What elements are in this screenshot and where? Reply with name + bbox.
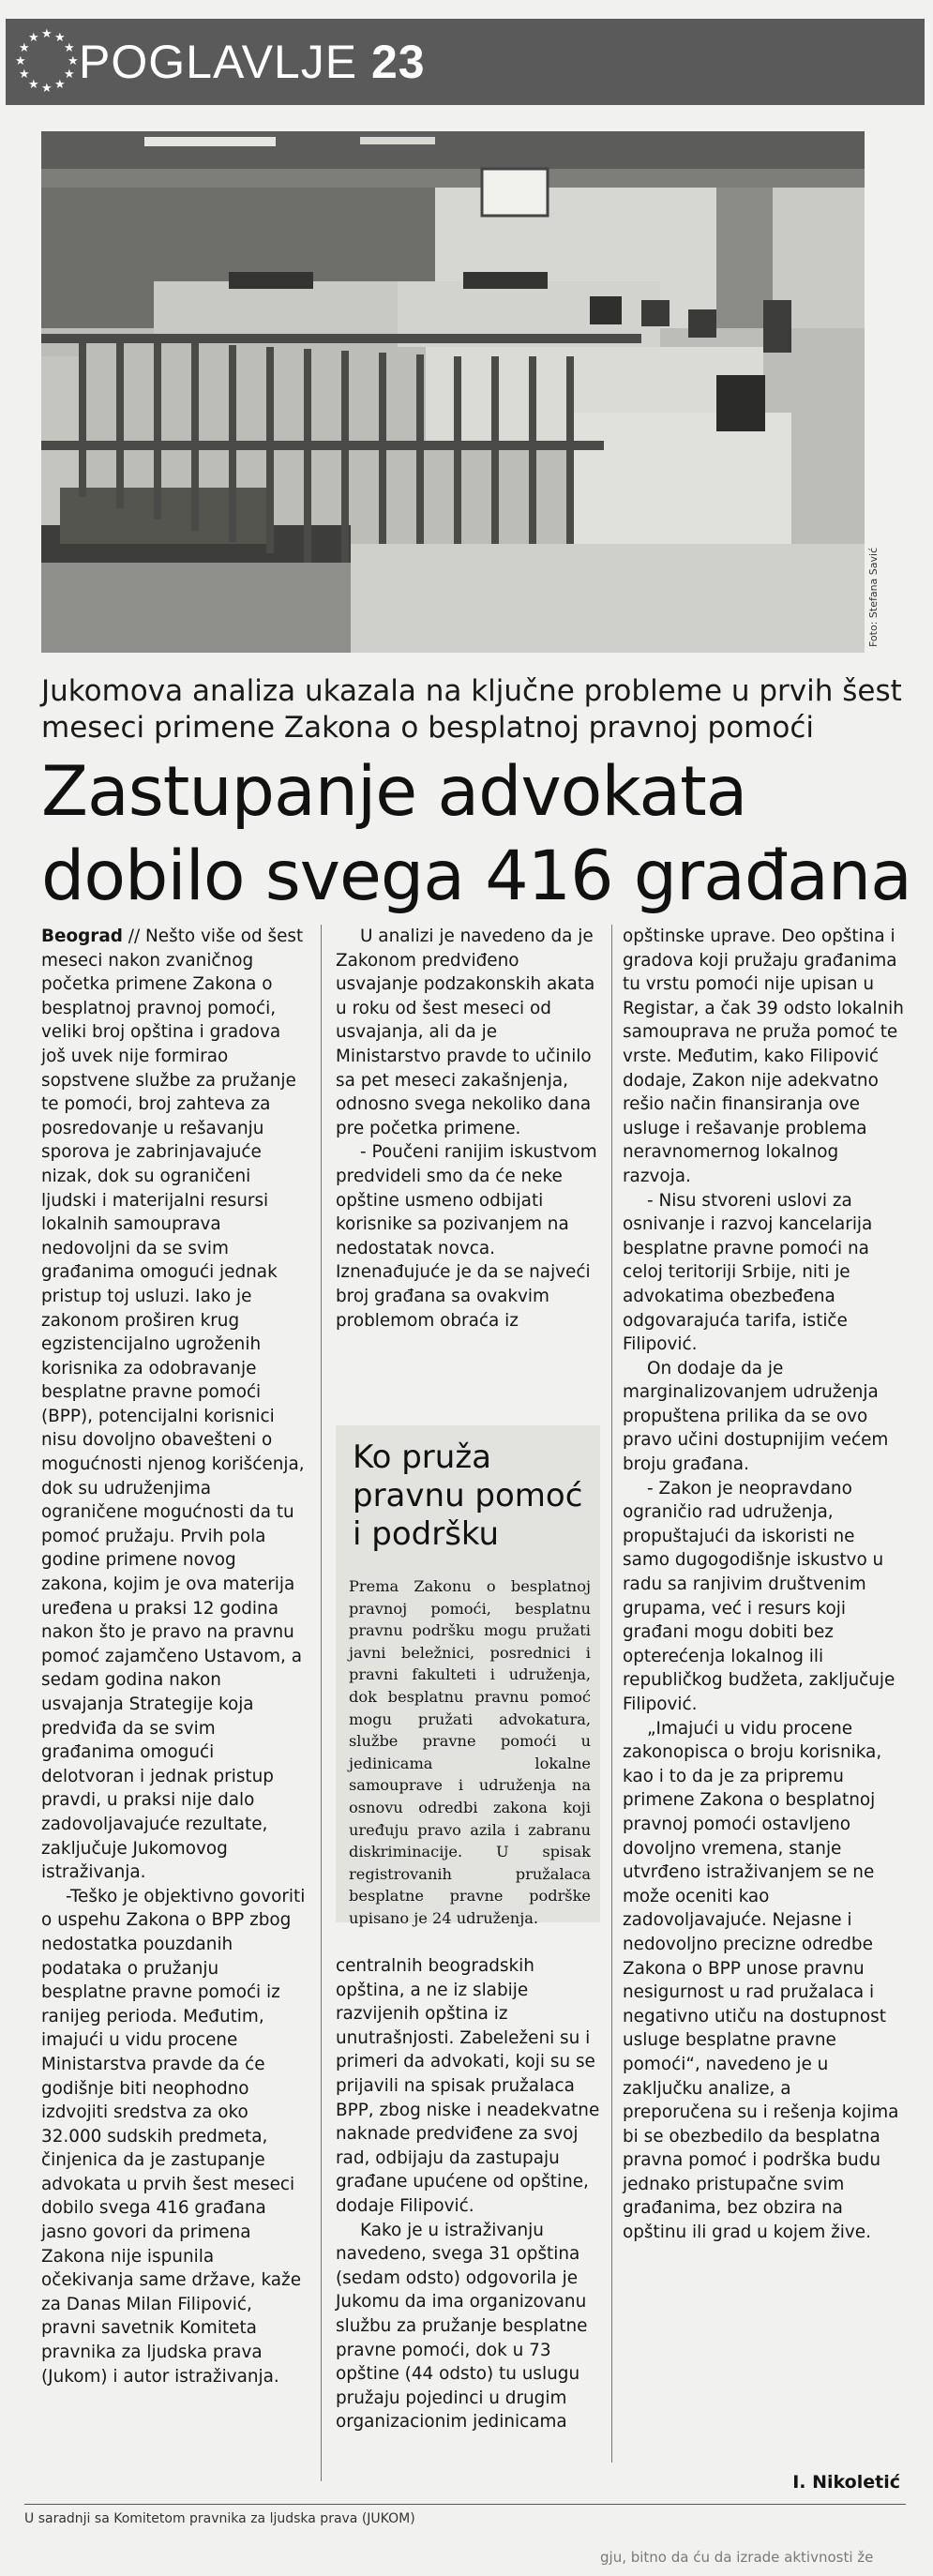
dateline: Beograd: [41, 926, 123, 946]
box-body: Prema Zakonu o besplatnoj pravnoj pomoći, besplatnu pravnu podršku mogu pružati javni beležnici, posrednici i pravni fakulteti i udruženja, dok besplatnu pravnu pomoć mogu pružati advokatura, službe pravne pomoći u jedinicama lokalne samouprave i udruženja na osnovu odredbi zakona koji uređuju pravo azila i zabranu diskriminacije. U spisak registrovanih pružalaca besplatne pravne podrške upisano je 24 udruženja.: [349, 1577, 591, 1927]
column-divider: [611, 925, 612, 2463]
footer-divider: [24, 2504, 906, 2505]
sidebar-box: [336, 1425, 600, 1927]
chapter-number: 23: [371, 36, 426, 88]
chapter-header: [6, 19, 925, 105]
paragraph: On dodaje da je marginalizovanjem udruženja propuštena prilika da se ovo pravo učini dostupnijim većem broju građana.: [623, 1358, 889, 1475]
paragraph: - Poučeni ranijim iskustvom predvideli smo da će neke opštine usmeno odbijati korisnike sa pozivanjem na nedostatak novca. Iznenađujuće je da se najveći broj građana sa ovakvim problemom obraća iz: [336, 1142, 597, 1331]
paragraph: „Imajući u vidu procene zakonopisca o broju korisnika, kao i to da je za pripremu primene Zakona o besplatnoj pravnoj pomoći ostavljeno dovoljno vremena, stanje utvrđeno istraživanjem se ne može oceniti kao zadovoljavajuće. Nejasne i nedovoljno precizne odredbe Zakona o BPP unose pravnu nesigurnost u rad pružalaca i negativno utiču na dostupnost usluge besplatne pravne pomoći“, navedeno je u zaključku analize, a preporučena su i rešenja kojima bi se obezbedilo da besplatna pravna pomoć i podrška budu jednako pristupačne svim građanima, bez obzira na opštinu ili grad u kojem žive.: [623, 1718, 899, 2243]
paragraph: - Zakon je neopravdano ograničio rad udruženja, propuštajući da iskoristi ne samo dugogodišnje iskustvo u radu sa ranjivim društvenim grupama, već i resurs koji građani mogu dobiti bez opterećenja lokalnog ili republičkog budžeta, zaključuje Filipović.: [623, 1478, 895, 1714]
paragraph: U analizi je navedeno da je Zakonom predviđeno usvajanje podzakonskih akata u roku od šest meseci od usvajanja, ali da je Ministarstvo pravde to učinilo sa pet meseci zakašnjenja, odnosno svega nekoliko dana pre početka primene.: [336, 926, 595, 1138]
paragraph: - Nisu stvoreni uslovi za osnivanje i razvoj kancelarija besplatne pravne pomoći na celoj teritoriji Srbije, niti je advokatima obezbeđena odgovarajuća tarifa, ističe Filipović.: [623, 1190, 873, 1355]
paragraph: opštinske uprave. Deo opština i gradova koji pružaju građanima tu vrstu pomoći nije upisan u Registar, a čak 39 odsto lokalnih samouprava ne pruža pomoć te vrste. Međutim, kako Filipović dodaje, Zakon nije adekvatno rešio način finansiranja ove usluge i rešavanje problema neravnomernog lokalnog razvoja.: [623, 926, 904, 1186]
column-2-continued: [336, 1954, 600, 2434]
box-title: Ko pruža pravnu pomoć i podršku: [353, 1439, 583, 1553]
paragraph: -Teško je objektivno govoriti o uspehu Zakona o BPP zbog nedostatka pouzdanih podataka o pružanju besplatne pravne pomoći iz ranijeg perioda. Međutim, imajući u vidu procene Ministarstva pravde da će godišnje biti neophodno izdvojiti sredstva za oko 32.000 sudskih predmeta, činjenica da je zastupanje advokata u prvih šest meseci dobilo svega 416 građana jasno govori da primena Zakona nije ispunila očekivanja same države, kaže za Danas Milan Filipović, pravni savetnik Komiteta pravnika za ljudska prava (Jukom) i autor istraživanja.: [41, 1886, 306, 2387]
paragraph-text: // Nešto više od šest meseci nakon zvaničnog početka primene Zakona o besplatnoj pravnoj pomoći, veliki broj opština i gradova još uvek nije formirao sopstvene službe za pružanje te pomoći, broj zahteva za posredovanje u rešavanju sporova je zabrinjavajuće nizak, dok su ograničeni ljudski i materijalni resursi lokalnih samouprava nedovoljni da se svim građanima omogući jednak pristup toj usluzi. Iako je zakonom proširen krug egzistencijalno ugroženih korisnika za odobravanje besplatne pravne pomoći (BPP), potencijalni korisnici nisu dovoljno obavešteni o mogućnosti njenog korišćenja, dok su udruženjima ograničene mogućnosti da tu pomoć pružaju. Prvih pola godine primene novog zakona, kojim je ova materija uređena u praksi 12 godina nakon što je pravo na pravnu pomoć zajamčeno Ustavom, a sedam godina nakon usvajanja Strategije koja predviđa da se svim građanima omogući delotvoran i jednak pristup pravdi, u praksi nije dalo zadovoljavajuće rezultate, zaključuje Jukomovog istraživanja.: [41, 926, 305, 1883]
paragraph: Kako je u istraživanju navedeno, svega 31 opština (sedam odsto) odgovorila je Jukomu da ima organizovanu službu za pružanje besplatne pravne pomoći, dok u 73 opštine (44 odsto) tu uslugu pružaju pojedinci u drugim organizacionim jedinicama: [336, 2220, 588, 2433]
column-divider: [321, 925, 322, 2481]
footer-note: U saradnji sa Komitetom pravnika za ljudska prava (JUKOM): [24, 2511, 415, 2526]
chapter-title: [79, 30, 426, 94]
column-2: [336, 925, 600, 1333]
paragraph: centralnih beogradskih opština, a ne iz slabije razvijenih opština iz unutrašnjosti. Zabeleženi su i primeri da advokati, koji su se prijavili na spisak pružalaca BPP, zbog niske i neadekvatne naknade predviđene za svoj rad, odbijaju da zastupaju građane upućene od opštine, dodaje Filipović.: [336, 1956, 600, 2216]
author-signature: I. Nikoletić: [792, 2472, 900, 2493]
column-3: [623, 925, 904, 2245]
photo-credit: Foto: Stefana Savić: [867, 547, 880, 647]
article-kicker: Jukomova analiza ukazala na ključne probleme u prvih šest meseci primene Zakona o besplatnoj pravnoj pomoći: [41, 674, 902, 745]
courtroom-photo: [41, 131, 865, 653]
column-1: [41, 925, 306, 2388]
chapter-word: POGLAVLJE: [79, 36, 358, 88]
paragraph: [41, 925, 306, 1885]
eu-stars-icon: ★ ★ ★ ★ ★ ★ ★ ★ ★ ★ ★ ★: [15, 27, 79, 96]
next-page-offcut-text: gju, bitno da ću da izrade aktivnosti že: [600, 2549, 874, 2566]
article-headline: Zastupanje advokata dobilo svega 416 građana: [41, 752, 911, 916]
courtroom-illustration: [41, 131, 865, 653]
